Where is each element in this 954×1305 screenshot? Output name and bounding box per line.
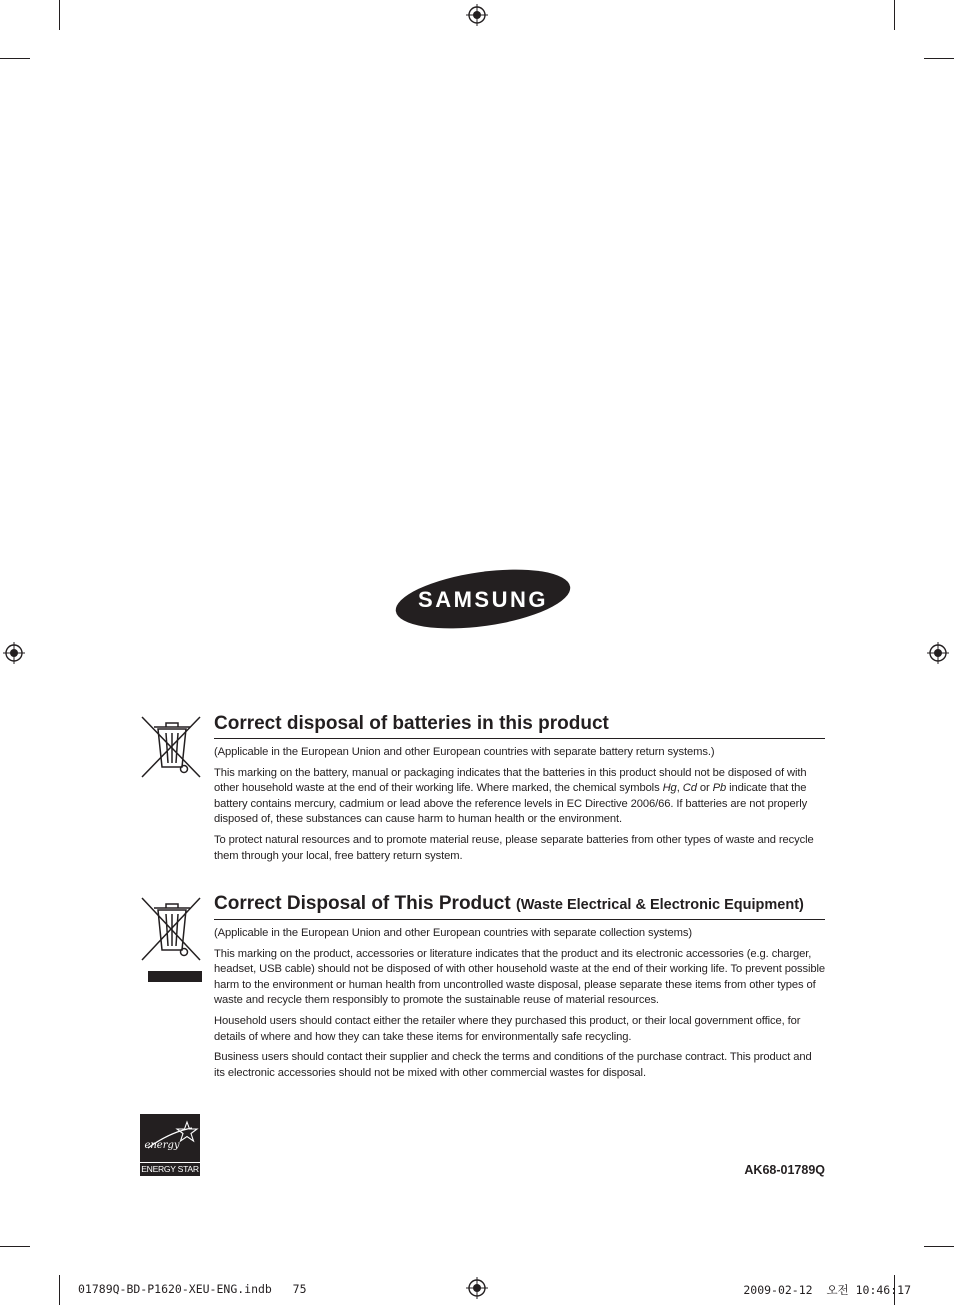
battery-section-title: Correct disposal of batteries in this product bbox=[214, 713, 609, 734]
chemical-symbol: Pb bbox=[712, 782, 727, 795]
footer-file bbox=[78, 1282, 307, 1296]
paragraph: (Applicable in the European Union and other European countries with separate battery return systems.) bbox=[214, 746, 715, 758]
paragraph: (Applicable in the European Union and other European countries with separate collection systems) bbox=[214, 927, 692, 939]
crop-mark bbox=[59, 0, 60, 30]
section-title bbox=[214, 713, 825, 739]
crop-mark bbox=[894, 0, 895, 30]
document-code: AK68-01789Q bbox=[744, 1163, 825, 1177]
footer-ampm: 오전 bbox=[826, 1283, 849, 1297]
paragraph: To protect natural resources and to promote material reuse, please separate batteries from other types of waste and recycle them through your local, free battery return system. bbox=[214, 833, 814, 862]
energy-star-logo bbox=[140, 1114, 200, 1176]
registration-mark-icon bbox=[466, 1277, 488, 1299]
chemical-symbol: Cd bbox=[682, 782, 697, 795]
crossed-bin-icon bbox=[140, 715, 202, 779]
footer-date: 2009-02-12 bbox=[743, 1283, 813, 1297]
crop-mark bbox=[0, 1246, 30, 1247]
text-run: indicate that the battery contains mercury, cadmium or lead above the reference levels in EC Directive 2006/66. If batteries are not properly disposed of, these substances can cause harm to human health or the environment. bbox=[214, 782, 808, 826]
text-run: This marking on the battery, manual or packaging indicates that the batteries in this product should not be disposed of with other household waste at the end of their working life. Where marked, the chemical symbols bbox=[214, 766, 807, 795]
registration-mark-icon bbox=[927, 642, 949, 664]
samsung-logo-text: SAMSUNG bbox=[418, 587, 548, 612]
product-section-subtitle: (Waste Electrical & Electronic Equipment) bbox=[515, 897, 804, 913]
samsung-logo bbox=[393, 568, 573, 630]
text-run: , bbox=[676, 782, 683, 795]
footer-time: 10:46:17 bbox=[855, 1283, 911, 1297]
separate-collection-bar bbox=[148, 971, 202, 982]
chemical-symbol: Hg bbox=[662, 782, 677, 795]
energy-script: energy bbox=[144, 1140, 180, 1151]
paragraph bbox=[214, 766, 825, 828]
footer-timestamp bbox=[743, 1282, 911, 1298]
crossed-bin-icon bbox=[140, 896, 202, 962]
text-run: or bbox=[696, 782, 713, 795]
paragraph: Household users should contact either the retailer where they purchased this product, or their local government office, for details of where and how they can take these items for environmentally safe recycling. bbox=[214, 1014, 801, 1043]
paragraph: This marking on the product, accessories or literature indicates that the product and its electronic accessories (e.g. charger, headset, USB cable) should not be disposed of with other household waste at the end of their working life. To prevent possible harm to the environment or human health from uncontrolled waste disposal, please separate these items from other types of waste and recycle them responsibly to promote the sustainable reuse of material resources. bbox=[214, 947, 825, 1007]
footer-page: 75 bbox=[292, 1282, 307, 1296]
energy-star-label: ENERGY STAR bbox=[141, 1164, 199, 1174]
battery-disposal-section bbox=[214, 713, 825, 869]
crop-mark bbox=[924, 58, 954, 59]
registration-mark-icon bbox=[3, 642, 25, 664]
section-title bbox=[214, 893, 825, 920]
registration-mark-icon bbox=[466, 4, 488, 26]
product-disposal-section bbox=[214, 893, 825, 1086]
footer-filename: 01789Q-BD-P1620-XEU-ENG.indb bbox=[78, 1282, 272, 1296]
crop-mark bbox=[0, 58, 30, 59]
crop-mark bbox=[59, 1275, 60, 1305]
paragraph: Business users should contact their supplier and check the terms and conditions of the purchase contract. This product and its electronic accessories should not be mixed with other commercial wastes for disposal. bbox=[214, 1051, 812, 1079]
product-section-title: Correct Disposal of This Product bbox=[214, 893, 511, 914]
crop-mark bbox=[924, 1246, 954, 1247]
